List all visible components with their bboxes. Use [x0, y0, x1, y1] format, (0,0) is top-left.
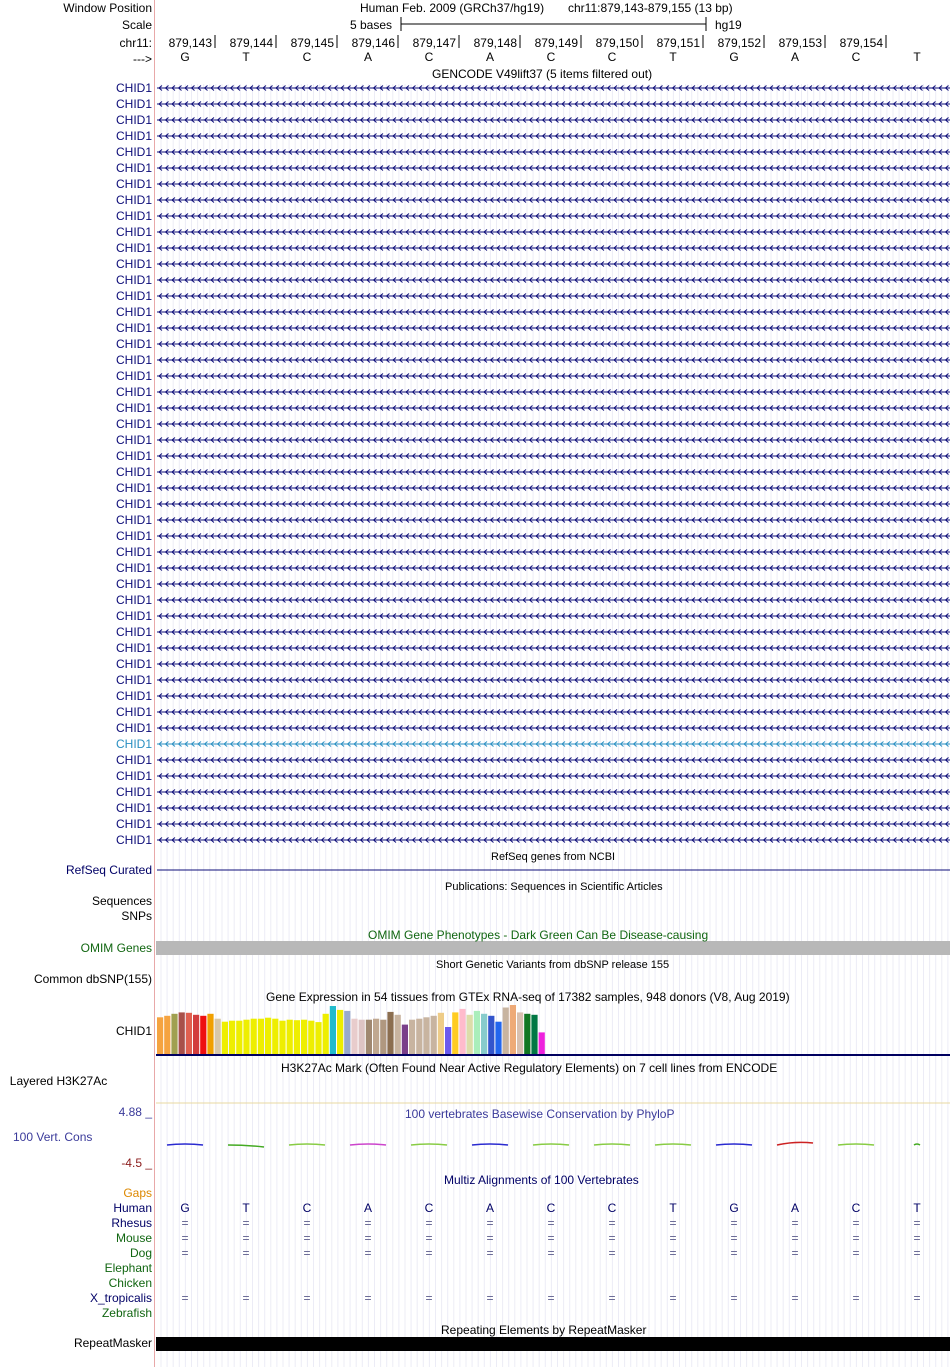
multiz-alignment-base: = — [486, 1216, 494, 1230]
multiz-alignment-base: = — [486, 1291, 494, 1305]
multiz-alignment-base: = — [547, 1231, 555, 1245]
ruler-position: 879,154 — [839, 36, 883, 50]
gtex-tissue-bar — [200, 1016, 206, 1054]
gtex-tissue-bar — [193, 1015, 199, 1054]
multiz-alignment-base: A — [790, 1201, 799, 1215]
omim-track-label[interactable]: OMIM Genes — [80, 941, 152, 955]
multiz-alignment-base: = — [913, 1291, 921, 1305]
gencode-transcript-label[interactable]: CHID1 — [115, 465, 152, 479]
repeatmasker-track-label[interactable]: RepeatMasker — [73, 1336, 152, 1350]
multiz-alignment-base: = — [181, 1216, 189, 1230]
multiz-alignment-base: = — [791, 1246, 799, 1260]
multiz-alignment-base: T — [913, 1201, 921, 1215]
multiz-species-label[interactable]: Elephant — [104, 1261, 152, 1275]
phylop-ymin: -4.5 _ — [121, 1156, 152, 1170]
gtex-tissue-bar — [287, 1020, 293, 1054]
gencode-transcript-label[interactable]: CHID1 — [115, 289, 152, 303]
ruler-position: 879,151 — [656, 36, 700, 50]
multiz-alignment-base: = — [669, 1231, 677, 1245]
multiz-alignment-base: = — [608, 1291, 616, 1305]
gencode-transcript-label[interactable]: CHID1 — [115, 753, 152, 767]
multiz-alignment-base: = — [425, 1291, 433, 1305]
gtex-tissue-bar — [503, 1008, 509, 1055]
gtex-tissue-bar — [467, 1015, 473, 1054]
multiz-alignment-base: = — [547, 1291, 555, 1305]
h3k27ac-track-title[interactable]: H3K27Ac Mark (Often Found Near Active Regulatory Elements) on 7 cell lines from ENCODE — [281, 1061, 778, 1075]
multiz-alignment-base: = — [852, 1216, 860, 1230]
dbsnp-track-label[interactable]: Common dbSNP(155) — [33, 972, 152, 986]
gencode-transcript-label[interactable]: CHID1 — [115, 273, 152, 287]
multiz-alignment-base: = — [852, 1231, 860, 1245]
multiz-alignment-base: = — [364, 1231, 372, 1245]
gtex-tissue-bar — [236, 1021, 242, 1054]
gencode-transcript-label[interactable]: CHID1 — [115, 321, 152, 335]
gtex-tissue-bar — [215, 1019, 221, 1054]
multiz-alignment-base: = — [303, 1231, 311, 1245]
gtex-tissue-bar — [344, 1011, 350, 1054]
gtex-gene-label[interactable]: CHID1 — [115, 1024, 152, 1038]
gtex-tissue-bar — [380, 1020, 386, 1054]
repeatmasker-track-title[interactable]: Repeating Elements by RepeatMasker — [441, 1323, 647, 1337]
publications-track-title[interactable]: Publications: Sequences in Scientific Articles — [445, 881, 663, 893]
multiz-alignment-base: = — [791, 1231, 799, 1245]
gtex-tissue-bar — [510, 1005, 516, 1054]
h3k27ac-track-label[interactable]: Layered H3K27Ac — [9, 1074, 108, 1088]
multiz-track-title[interactable]: Multiz Alignments of 100 Vertebrates — [444, 1173, 639, 1187]
gencode-transcript-label[interactable]: CHID1 — [115, 785, 152, 799]
multiz-alignment-base: T — [669, 1201, 677, 1215]
gtex-tissue-bar — [294, 1020, 300, 1054]
gtex-tissue-bar — [359, 1020, 365, 1054]
multiz-alignment-base: A — [485, 1201, 494, 1215]
multiz-alignment-base: = — [852, 1246, 860, 1260]
ruler-position: 879,146 — [351, 36, 395, 50]
multiz-alignment-base: = — [181, 1291, 189, 1305]
strand-label: ---> — [133, 52, 152, 66]
multiz-alignment-base: = — [425, 1231, 433, 1245]
multiz-alignment-base: C — [851, 1201, 861, 1215]
gtex-tissue-bar — [351, 1019, 357, 1054]
gencode-transcript-label[interactable]: CHID1 — [115, 577, 152, 591]
gtex-tissue-bar — [315, 1022, 321, 1054]
window-position-label: Window Position — [63, 1, 152, 15]
multiz-alignment-base: C — [546, 1201, 556, 1215]
gencode-transcript-label[interactable]: CHID1 — [115, 449, 152, 463]
dbsnp-track-title[interactable]: Short Genetic Variants from dbSNP release 155 — [436, 959, 670, 971]
gencode-transcript-label[interactable]: CHID1 — [115, 721, 152, 735]
gtex-tissue-bar — [265, 1018, 271, 1054]
gencode-transcript-label[interactable]: CHID1 — [115, 641, 152, 655]
gencode-transcript-label[interactable]: CHID1 — [115, 609, 152, 623]
gtex-tissue-bar — [517, 1012, 523, 1054]
ruler-base: C — [607, 50, 617, 64]
ruler-position: 879,150 — [595, 36, 639, 50]
phylop-track-title[interactable]: 100 vertebrates Basewise Conservation by PhyloP — [405, 1107, 675, 1121]
gtex-tissue-bar — [229, 1021, 235, 1054]
gencode-transcript-label[interactable]: CHID1 — [115, 417, 152, 431]
gtex-tissue-bar — [251, 1019, 257, 1054]
ruler-position: 879,149 — [534, 36, 578, 50]
gtex-tissue-bar — [459, 1009, 465, 1054]
gtex-tissue-bar — [387, 1012, 393, 1054]
gencode-transcript-label[interactable]: CHID1 — [115, 801, 152, 815]
gencode-transcript-label[interactable]: CHID1 — [115, 369, 152, 383]
multiz-gaps-label[interactable]: Gaps — [123, 1186, 152, 1200]
multiz-alignment-base: C — [607, 1201, 617, 1215]
scale-db-label: hg19 — [715, 18, 742, 32]
multiz-alignment-base: = — [303, 1291, 311, 1305]
multiz-alignment-base: T — [242, 1201, 250, 1215]
region-position: chr11:879,143-879,155 (13 bp) — [568, 1, 733, 15]
gencode-transcript-label[interactable]: CHID1 — [115, 513, 152, 527]
multiz-alignment-base: = — [242, 1216, 250, 1230]
gencode-transcript-label[interactable]: CHID1 — [115, 673, 152, 687]
gtex-tissue-bar — [171, 1014, 177, 1054]
multiz-alignment-base: = — [242, 1246, 250, 1260]
multiz-alignment-base: = — [669, 1216, 677, 1230]
gencode-transcript-label[interactable]: CHID1 — [115, 817, 152, 831]
multiz-alignment-base: C — [424, 1201, 434, 1215]
gtex-tissue-bar — [373, 1019, 379, 1054]
multiz-species-label[interactable]: X_tropicalis — [89, 1291, 152, 1305]
gencode-transcript-label[interactable]: CHID1 — [115, 689, 152, 703]
refseq-track-label[interactable]: RefSeq Curated — [65, 863, 152, 877]
chrom-label: chr11: — [119, 36, 152, 50]
multiz-alignment-base: = — [791, 1291, 799, 1305]
refseq-track-title[interactable]: RefSeq genes from NCBI — [491, 851, 616, 863]
gtex-track-title[interactable]: Gene Expression in 54 tissues from GTEx RNA-seq of 17382 samples, 948 donors (V8, Aug 2019) — [266, 990, 790, 1004]
multiz-alignment-base: = — [913, 1216, 921, 1230]
gtex-tissue-bar — [474, 1011, 480, 1054]
gtex-tissue-bar — [488, 1016, 494, 1054]
multiz-alignment-base: = — [608, 1231, 616, 1245]
multiz-alignment-base: = — [730, 1246, 738, 1260]
multiz-alignment-base: = — [303, 1216, 311, 1230]
gencode-transcript-label[interactable]: CHID1 — [115, 145, 152, 159]
gencode-transcript-label[interactable]: CHID1 — [115, 593, 152, 607]
phylop-track-label[interactable]: 100 Vert. Cons — [13, 1130, 93, 1144]
gencode-transcript-label[interactable]: CHID1 — [115, 705, 152, 719]
gtex-tissue-bar — [445, 1027, 451, 1054]
gtex-tissue-bar — [301, 1020, 307, 1054]
ruler-position: 879,148 — [473, 36, 517, 50]
multiz-alignment-base: = — [791, 1216, 799, 1230]
gtex-tissue-bar — [395, 1015, 401, 1054]
gtex-tissue-bar — [481, 1014, 487, 1054]
gencode-transcript-label[interactable]: CHID1 — [115, 305, 152, 319]
gtex-tissue-bar — [186, 1013, 192, 1054]
gtex-tissue-bar — [279, 1021, 285, 1054]
scale-label: Scale — [121, 18, 152, 32]
multiz-alignment-base: = — [364, 1216, 372, 1230]
gencode-transcript-label[interactable]: CHID1 — [115, 769, 152, 783]
multiz-species-label[interactable]: Chicken — [108, 1276, 152, 1290]
multiz-species-label[interactable]: Dog — [129, 1246, 152, 1260]
ruler-position: 879,145 — [290, 36, 334, 50]
multiz-alignment-base: = — [364, 1246, 372, 1260]
assembly-title: Human Feb. 2009 (GRCh37/hg19) — [360, 1, 545, 15]
gtex-tissue-bar — [431, 1016, 437, 1054]
gencode-transcript-label[interactable]: CHID1 — [115, 161, 152, 175]
multiz-alignment-base: = — [669, 1246, 677, 1260]
ruler-base: A — [363, 50, 372, 64]
multiz-species-label[interactable]: Human — [113, 1201, 152, 1215]
gtex-tissue-bar — [308, 1021, 314, 1054]
gtex-tissue-bar — [222, 1022, 228, 1054]
multiz-alignment-base: = — [669, 1291, 677, 1305]
multiz-species-label[interactable]: Mouse — [115, 1231, 152, 1245]
multiz-alignment-base: = — [425, 1246, 433, 1260]
ruler-base: T — [242, 50, 250, 64]
gencode-transcript-label[interactable]: CHID1 — [115, 81, 152, 95]
gtex-tissue-bar — [438, 1013, 444, 1054]
multiz-alignment-base: = — [181, 1246, 189, 1260]
multiz-alignment-base: C — [302, 1201, 312, 1215]
track-canvas[interactable] — [155, 0, 950, 1367]
multiz-species-label[interactable]: Zebrafish — [101, 1306, 152, 1320]
multiz-species-label[interactable]: Rhesus — [111, 1216, 152, 1230]
ruler-base: C — [424, 50, 434, 64]
gencode-transcript-label[interactable]: CHID1 — [115, 113, 152, 127]
gencode-transcript-label[interactable]: CHID1 — [115, 353, 152, 367]
gtex-tissue-bar — [258, 1019, 264, 1054]
multiz-alignment-base: A — [363, 1201, 372, 1215]
gtex-tissue-bar — [416, 1019, 422, 1054]
gtex-tissue-bar — [157, 1017, 163, 1054]
multiz-alignment-base: = — [181, 1231, 189, 1245]
ruler-base: C — [302, 50, 312, 64]
gtex-tissue-bar — [164, 1016, 170, 1054]
gtex-tissue-bar — [337, 1010, 343, 1054]
multiz-alignment-base: = — [852, 1291, 860, 1305]
gtex-tissue-bar — [539, 1032, 545, 1054]
multiz-alignment-base: = — [486, 1231, 494, 1245]
gencode-transcript-label[interactable]: CHID1 — [115, 657, 152, 671]
multiz-alignment-base: = — [913, 1246, 921, 1260]
ruler-base: C — [851, 50, 861, 64]
ruler-base: A — [485, 50, 494, 64]
gtex-tissue-bar — [179, 1012, 185, 1054]
gtex-tissue-bar — [531, 1015, 537, 1054]
gencode-transcript-label[interactable]: CHID1 — [115, 337, 152, 351]
gencode-transcript-label[interactable]: CHID1 — [115, 497, 152, 511]
multiz-alignment-base: = — [608, 1246, 616, 1260]
multiz-alignment-base: = — [425, 1216, 433, 1230]
multiz-alignment-base: = — [547, 1216, 555, 1230]
multiz-alignment-base: = — [364, 1291, 372, 1305]
publications-label-sequences[interactable]: Sequences — [91, 894, 152, 908]
gencode-transcript-label[interactable]: CHID1 — [115, 529, 152, 543]
multiz-alignment-base: G — [729, 1201, 739, 1215]
multiz-alignment-base: = — [608, 1216, 616, 1230]
gencode-transcript-label[interactable]: CHID1 — [115, 97, 152, 111]
gencode-transcript-label[interactable]: CHID1 — [115, 625, 152, 639]
gencode-transcript-label[interactable]: CHID1 — [115, 257, 152, 271]
multiz-alignment-base: = — [730, 1291, 738, 1305]
ruler-base: A — [790, 50, 799, 64]
multiz-alignment-base: = — [242, 1291, 250, 1305]
multiz-alignment-base: G — [180, 1201, 190, 1215]
multiz-alignment-base: = — [730, 1216, 738, 1230]
ruler-base: T — [913, 50, 921, 64]
multiz-alignment-base: = — [913, 1231, 921, 1245]
gtex-tissue-bar — [423, 1017, 429, 1054]
scale-bar-text: 5 bases — [350, 18, 393, 32]
gencode-transcript-label[interactable]: CHID1 — [115, 401, 152, 415]
gencode-transcript-label[interactable]: CHID1 — [115, 225, 152, 239]
ruler-position: 879,153 — [778, 36, 822, 50]
gtex-tissue-bar — [409, 1020, 415, 1054]
gencode-transcript-label[interactable]: CHID1 — [115, 129, 152, 143]
gtex-tissue-bar — [366, 1020, 372, 1054]
multiz-alignment-base: = — [730, 1231, 738, 1245]
multiz-alignment-base: = — [242, 1231, 250, 1245]
repeatmasker-bar — [156, 1337, 950, 1351]
gencode-track-title[interactable]: GENCODE V49lift37 (5 items filtered out) — [432, 67, 653, 81]
phylop-ymax: 4.88 _ — [118, 1105, 152, 1119]
gencode-transcript-label[interactable]: CHID1 — [115, 833, 152, 847]
ruler-position: 879,144 — [229, 36, 273, 50]
gencode-transcript-label[interactable]: CHID1 — [115, 433, 152, 447]
gtex-tissue-bar — [330, 1006, 336, 1054]
publications-label-snps[interactable]: SNPs — [121, 909, 152, 923]
ruler-position: 879,147 — [412, 36, 456, 50]
gtex-tissue-bar — [243, 1020, 249, 1054]
gtex-tissue-bar — [524, 1014, 530, 1054]
ruler-base: G — [729, 50, 739, 64]
omim-gene-bar — [156, 941, 950, 955]
gtex-tissue-bar — [272, 1019, 278, 1054]
ruler-position: 879,152 — [717, 36, 761, 50]
gtex-tissue-bar — [402, 1025, 408, 1054]
gencode-transcript-label[interactable]: CHID1 — [115, 241, 152, 255]
ruler-position: 879,143 — [168, 36, 212, 50]
gencode-transcript-label[interactable]: CHID1 — [115, 209, 152, 223]
ruler-base: C — [546, 50, 556, 64]
multiz-alignment-base: = — [486, 1246, 494, 1260]
ruler-base: T — [669, 50, 677, 64]
gencode-transcript-label[interactable]: CHID1 — [115, 737, 152, 751]
multiz-alignment-base: = — [547, 1246, 555, 1260]
gencode-transcript-label[interactable]: CHID1 — [115, 481, 152, 495]
gtex-tissue-bar — [323, 1014, 329, 1054]
gencode-transcript-label[interactable]: CHID1 — [115, 385, 152, 399]
gencode-transcript-label[interactable]: CHID1 — [115, 561, 152, 575]
gencode-transcript-label[interactable]: CHID1 — [115, 177, 152, 191]
gencode-transcript-label[interactable]: CHID1 — [115, 193, 152, 207]
gencode-transcript-label[interactable]: CHID1 — [115, 545, 152, 559]
omim-track-title[interactable]: OMIM Gene Phenotypes - Dark Green Can Be Disease-causing — [368, 928, 709, 942]
gtex-tissue-bar — [207, 1014, 213, 1054]
ruler-base: G — [180, 50, 190, 64]
gtex-tissue-bar — [495, 1022, 501, 1054]
gtex-tissue-bar — [452, 1012, 458, 1054]
multiz-alignment-base: = — [303, 1246, 311, 1260]
